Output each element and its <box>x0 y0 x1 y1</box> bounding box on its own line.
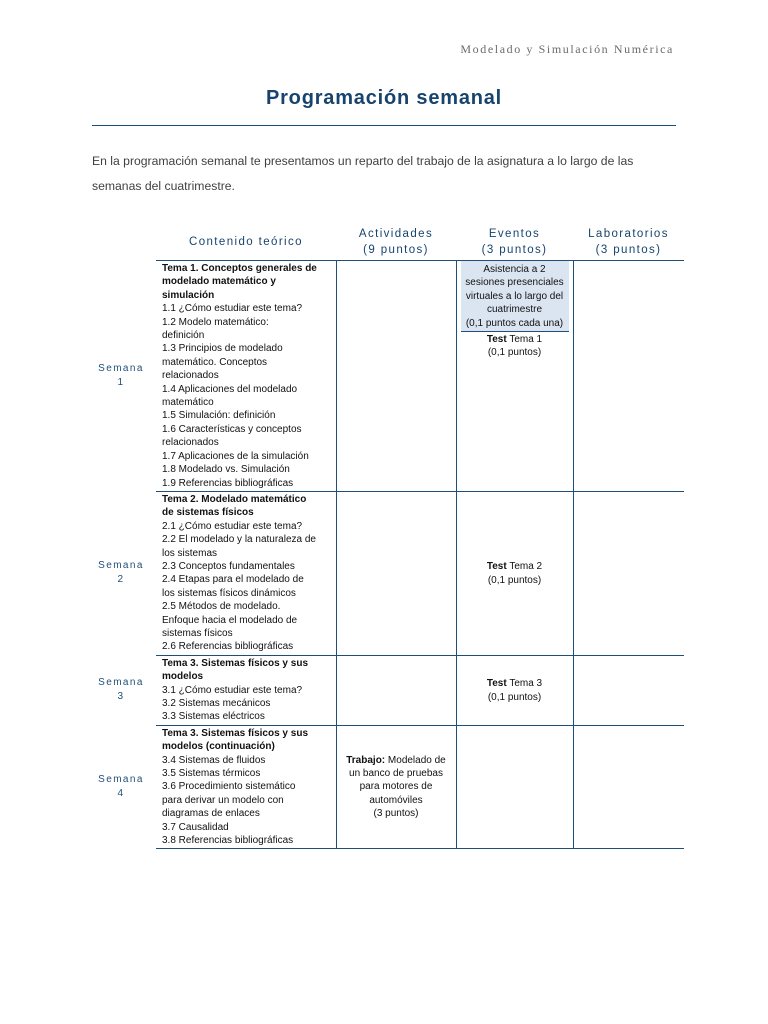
content-item: definición <box>162 330 205 342</box>
test-title <box>457 333 573 346</box>
header-contenido <box>156 224 336 261</box>
content-item: 1.3 Principios de modelado <box>162 343 283 355</box>
content-item: matemático <box>162 397 214 409</box>
actividad-text: un banco de pruebas <box>349 768 443 780</box>
tema-title: simulación <box>162 289 215 301</box>
intro-paragraph: En la programación semanal te presentamos un reparto del trabajo de la asignatura a lo largo de las semanas del cuatrimestre. <box>92 154 634 193</box>
header-spacer <box>86 224 156 261</box>
content-item: 3.7 Causalidad <box>162 821 229 833</box>
actividad-label: Trabajo: <box>346 754 386 766</box>
asistencia-text: cuatrimestre <box>486 304 542 316</box>
eventos-cell <box>456 725 573 849</box>
content-item: matemático. Conceptos <box>162 356 268 368</box>
test-title <box>457 560 573 573</box>
content-item: 1.7 Aplicaciones de la simulación <box>162 450 309 462</box>
week-label: Semana <box>98 560 144 572</box>
content-item: relacionados <box>162 370 219 382</box>
content-item: 1.9 Referencias bibliográficas <box>162 477 294 489</box>
test-name: Tema 3 <box>509 678 543 690</box>
title-divider <box>92 125 676 126</box>
test-title <box>457 677 573 690</box>
test-name: Tema 2 <box>509 561 543 573</box>
table-row <box>86 725 684 849</box>
content-item: 1.6 Características y conceptos <box>162 423 302 435</box>
header-contenido-label: Contenido teórico <box>189 236 303 248</box>
laboratorios-cell <box>573 725 684 849</box>
test-points: (0,1 puntos) <box>487 347 542 359</box>
asistencia-text: Asistencia a 2 <box>483 264 546 275</box>
asistencia-box <box>461 261 569 332</box>
actividad-text: Modelado de <box>387 754 446 766</box>
content-item: 2.1 ¿Cómo estudiar este tema? <box>162 520 303 532</box>
content-item: 2.6 Referencias bibliográficas <box>162 641 294 653</box>
content-cell <box>156 261 336 492</box>
tema-title: Tema 2. Modelado matemático <box>162 493 307 505</box>
test-event <box>457 677 573 704</box>
content-item: 1.1 ¿Cómo estudiar este tema? <box>162 303 303 315</box>
actividad-text: automóviles <box>369 794 423 806</box>
header-laboratorios-label: Laboratorios <box>588 228 669 240</box>
tema-title: de sistemas físicos <box>162 507 254 519</box>
content-item: 3.1 ¿Cómo estudiar este tema? <box>162 684 303 696</box>
content-cell <box>156 655 336 725</box>
running-header: Modelado y Simulación Numérica <box>460 42 674 56</box>
tema-title: modelos (continuación) <box>162 741 275 753</box>
content-item: 3.5 Sistemas térmicos <box>162 768 261 780</box>
content-item: 1.8 Modelado vs. Simulación <box>162 464 290 476</box>
week-label: Semana <box>98 774 144 786</box>
week-label: Semana <box>98 677 144 689</box>
header-eventos-points: (3 puntos) <box>481 244 548 256</box>
content-item: los sistemas <box>162 547 218 559</box>
content-item: 2.4 Etapas para el modelado de <box>162 574 304 586</box>
content-item: 1.5 Simulación: definición <box>162 410 276 422</box>
content-item: sistemas físicos <box>162 627 233 639</box>
week-label: 1 <box>117 376 125 388</box>
table-row <box>86 655 684 725</box>
content-item: 2.3 Conceptos fundamentales <box>162 560 295 572</box>
content-item: 2.5 Métodos de modelado. <box>162 601 281 613</box>
weekly-schedule-table <box>86 224 684 849</box>
actividades-cell <box>336 261 456 492</box>
asistencia-text: virtuales a lo largo del <box>465 290 564 302</box>
table-header-row <box>86 224 684 261</box>
eventos-cell <box>456 655 573 725</box>
week-label: Semana <box>98 362 144 374</box>
page-title: Programación semanal <box>265 87 503 109</box>
test-event <box>457 333 573 360</box>
test-points: (0,1 puntos) <box>487 574 542 586</box>
tema-title: modelado matemático y <box>162 276 276 288</box>
test-name: Tema 1 <box>509 334 543 346</box>
week-label: 4 <box>117 788 125 800</box>
tema-title: Tema 3. Sistemas físicos y sus <box>162 657 309 669</box>
content-item: 3.6 Procedimiento sistemático <box>162 781 296 793</box>
week-label-cell <box>86 491 156 655</box>
content-item: 3.4 Sistemas de fluidos <box>162 754 266 766</box>
content-item: 2.2 El modelado y la naturaleza de <box>162 534 316 546</box>
schedule-body <box>86 261 684 849</box>
header-laboratorios-points: (3 puntos) <box>595 244 662 256</box>
test-label: Test <box>486 561 507 573</box>
content-item: 3.8 Referencias bibliográficas <box>162 835 294 847</box>
test-event <box>457 560 573 587</box>
laboratorios-cell <box>573 655 684 725</box>
actividad-text: (3 puntos) <box>373 808 419 820</box>
actividad-first-line <box>337 754 456 767</box>
header-actividades-points: (9 puntos) <box>363 244 429 256</box>
content-item: 3.3 Sistemas eléctricos <box>162 711 265 723</box>
content-item: relacionados <box>162 437 219 449</box>
actividad-text: para motores de <box>359 781 433 793</box>
eventos-cell <box>456 261 573 492</box>
asistencia-text: sesiones presenciales <box>465 277 564 289</box>
week-label-cell <box>86 655 156 725</box>
tema-title: modelos <box>162 671 204 683</box>
asistencia-text: (0,1 puntos cada una) <box>465 317 564 329</box>
table-row <box>86 491 684 655</box>
actividades-cell <box>336 491 456 655</box>
header-eventos-label: Eventos <box>488 228 541 240</box>
laboratorios-cell <box>573 491 684 655</box>
content-item: diagramas de enlaces <box>162 808 260 820</box>
header-laboratorios <box>573 224 684 261</box>
content-item: 3.2 Sistemas mecánicos <box>162 698 271 709</box>
actividades-cell <box>336 725 456 849</box>
tema-title: Tema 1. Conceptos generales de <box>162 263 317 274</box>
content-item: para derivar un modelo con <box>162 794 284 806</box>
week-label: 2 <box>117 574 125 586</box>
actividades-cell <box>336 655 456 725</box>
table-row <box>86 261 684 492</box>
content-item: 1.4 Aplicaciones del modelado <box>162 383 298 395</box>
content-cell <box>156 491 336 655</box>
test-label: Test <box>486 678 507 690</box>
test-label: Test <box>486 334 507 346</box>
test-points: (0,1 puntos) <box>487 691 542 703</box>
eventos-cell <box>456 491 573 655</box>
laboratorios-cell <box>573 261 684 492</box>
content-item: 1.2 Modelo matemático: <box>162 316 269 328</box>
content-cell <box>156 725 336 849</box>
week-label-cell <box>86 725 156 849</box>
tema-title: Tema 3. Sistemas físicos y sus <box>162 727 309 739</box>
week-label-cell <box>86 261 156 492</box>
header-actividades-label: Actividades <box>358 228 434 240</box>
header-actividades <box>336 224 456 261</box>
week-label: 3 <box>117 691 125 703</box>
header-eventos <box>456 224 573 261</box>
content-item: los sistemas físicos dinámicos <box>162 587 296 599</box>
content-item: Enfoque hacia el modelado de <box>162 614 298 626</box>
